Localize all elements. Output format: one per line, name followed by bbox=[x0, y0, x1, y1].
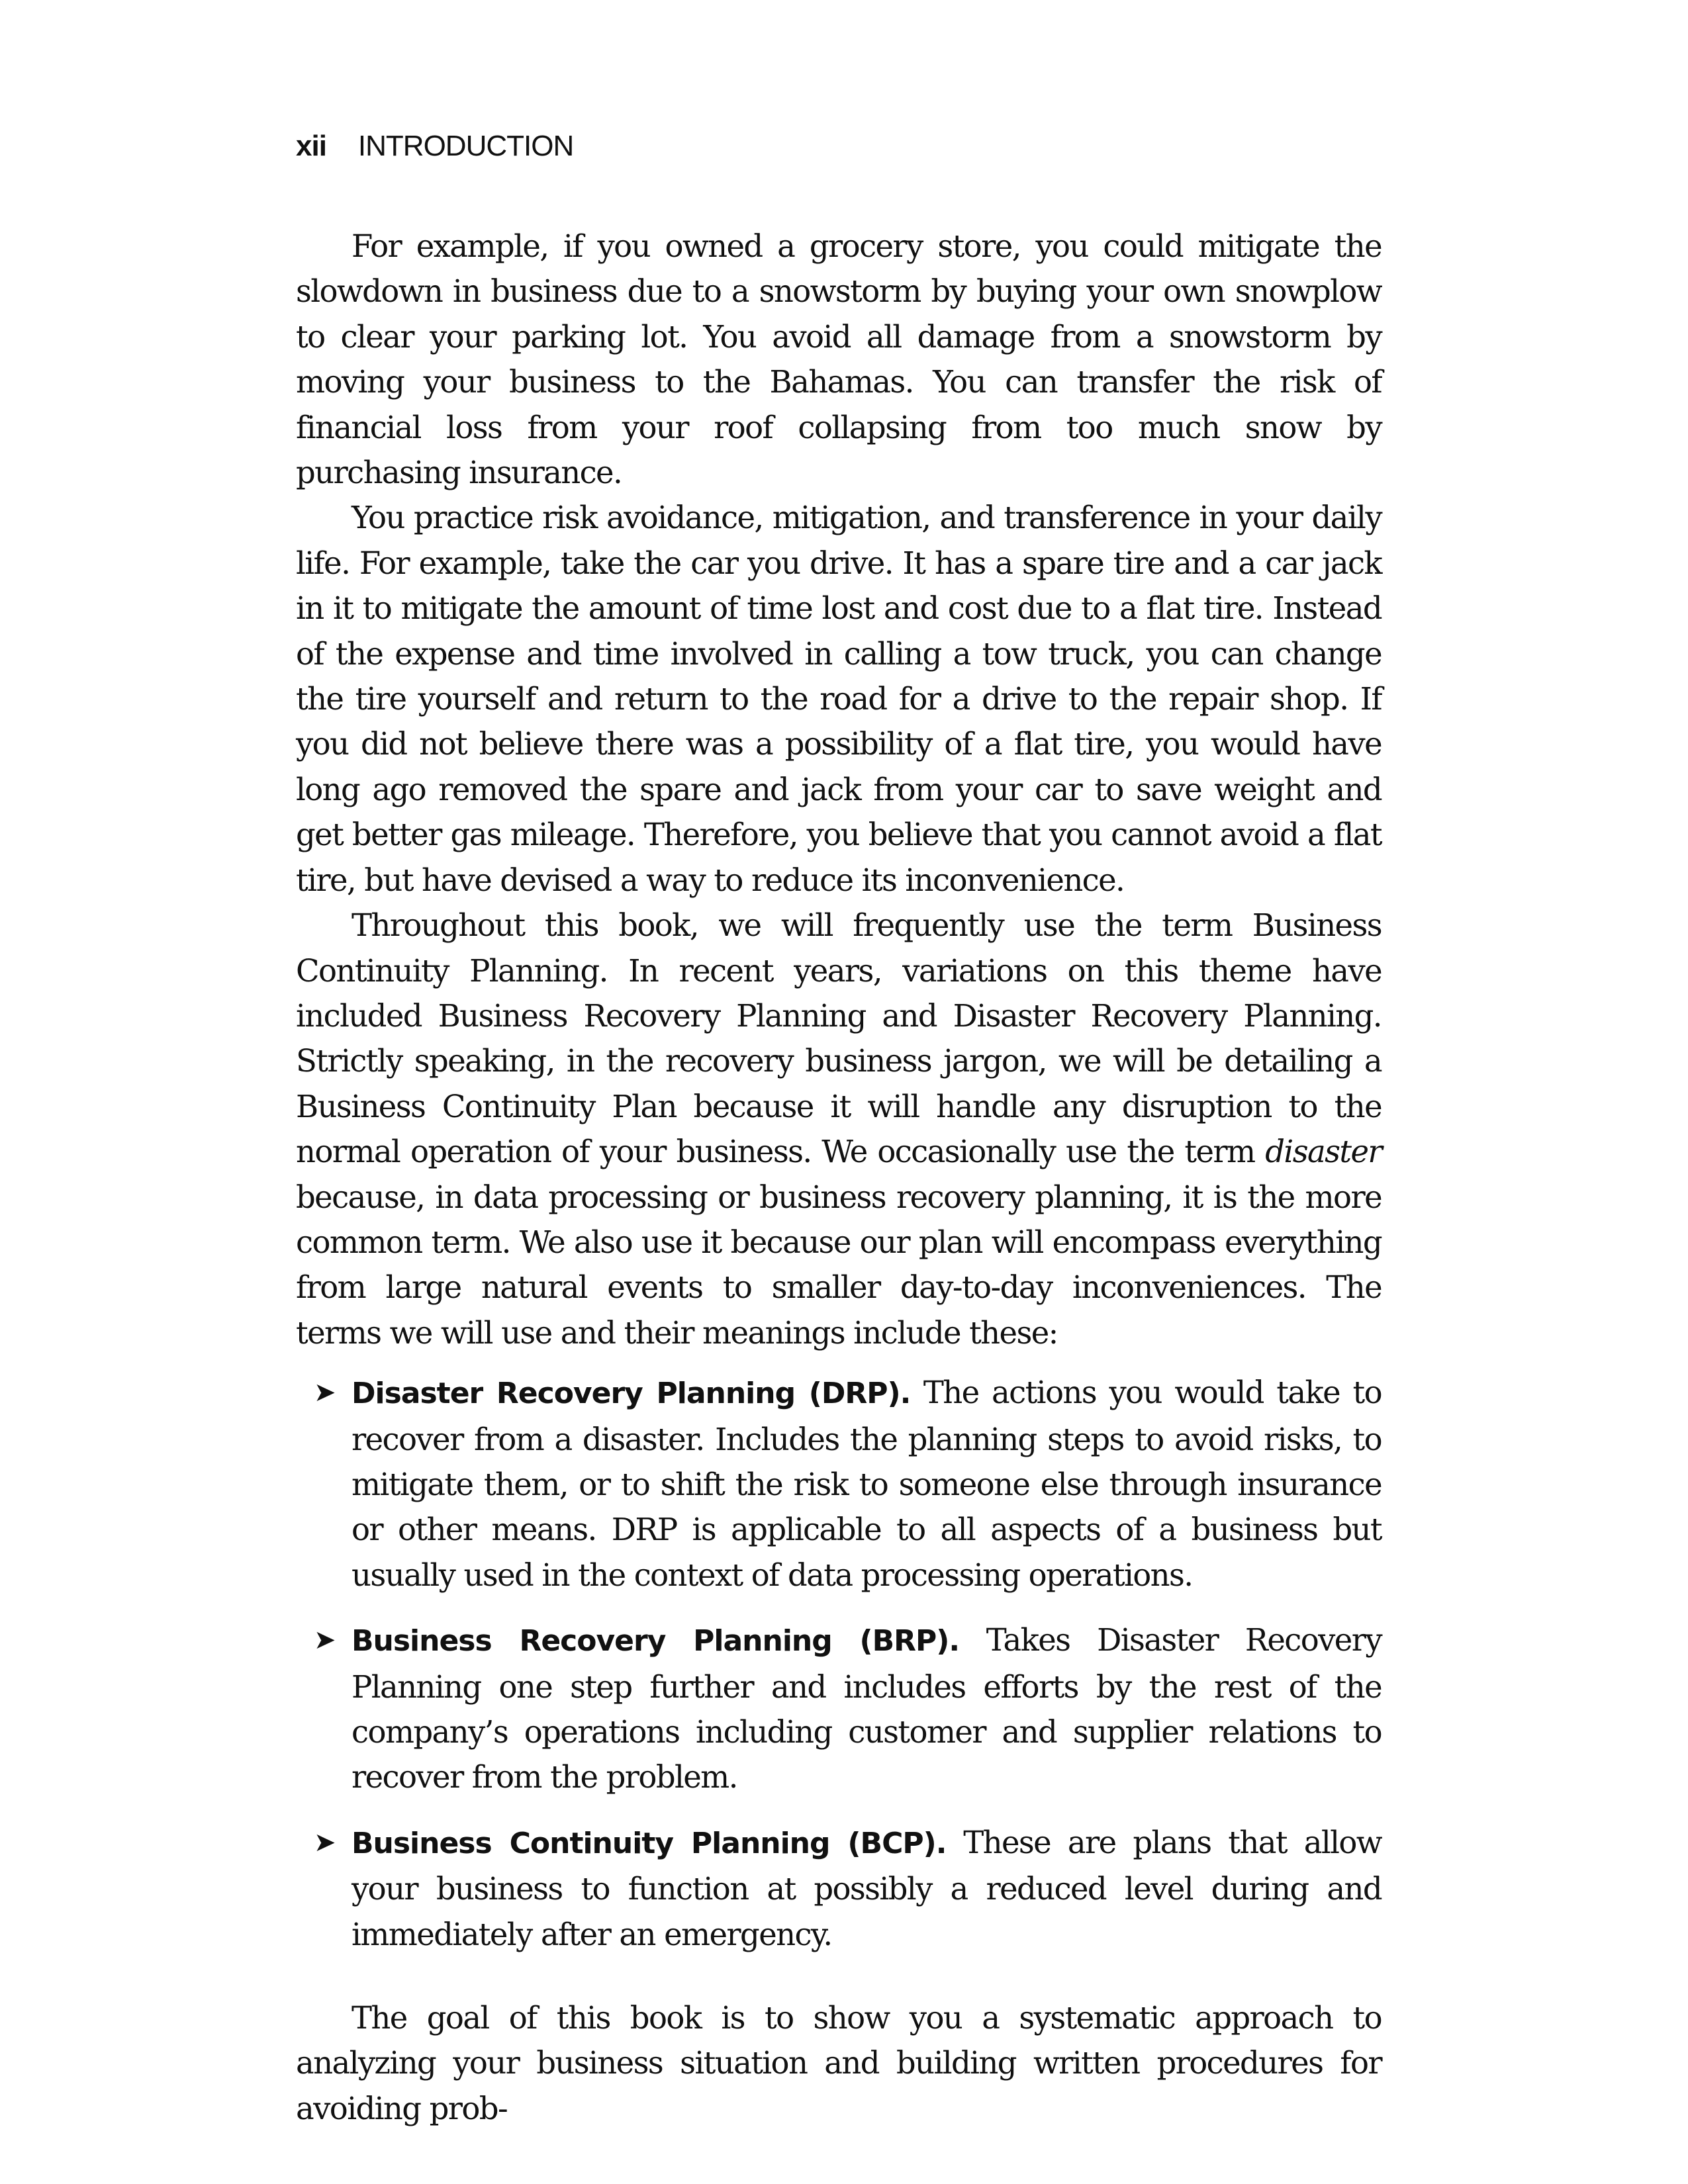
definition-term: Disaster Recovery Planning (DRP). bbox=[352, 1377, 911, 1411]
definition-drp bbox=[296, 1370, 1382, 1598]
definition-text: These are plans that allow your business to function at possibly a reduced level during and immediately after an emergency. bbox=[352, 1824, 1382, 1952]
page-number: xii bbox=[296, 130, 326, 162]
emphasized-term: disaster bbox=[1265, 1134, 1382, 1170]
definition-term: Business Continuity Planning (BCP). bbox=[352, 1826, 947, 1860]
definition-term: Business Recovery Planning (BRP). bbox=[352, 1624, 960, 1659]
running-head bbox=[296, 130, 573, 163]
arrow-bullet-icon: ➤ bbox=[314, 1827, 336, 1858]
definition-brp bbox=[296, 1617, 1382, 1800]
definition-bcp bbox=[296, 1820, 1382, 1957]
paragraph-book-goal: The goal of this book is to show you a systematic approach to analyzing your business situation and building written procedures for avoiding prob- bbox=[296, 2000, 1382, 2126]
definition-text: Takes Disaster Recovery Planning one step further and includes efforts by the rest of the company’s operations including customer and supplier relations to recover from the problem. bbox=[352, 1622, 1382, 1796]
paragraph-terminology-part1: Throughout this book, we will frequently use the term Business Continuity Planning. In recent years, variations on this theme have included Business Recovery Planning and Disaster Recovery Planning. Strictly speaking, in the recovery business jargon, we will be detailing a Business Continuity Plan because it will handle any disruption to the normal operation of your business. We occasionally use the term bbox=[296, 907, 1382, 1170]
paragraph-terminology-part2: because, in data processing or business recovery planning, it is the more common term. We also use it because our plan will encompass everything from large natural events to smaller day-to-day inconveniences. The terms we will use and their meanings include these: bbox=[296, 1179, 1382, 1351]
arrow-bullet-icon: ➤ bbox=[314, 1625, 336, 1656]
definitions-list bbox=[296, 1370, 1382, 1957]
paragraph-grocery-example: For example, if you owned a grocery store, you could mitigate the slowdown in business due to a snowstorm by buying your own snowplow to clear your parking lot. You avoid all damage from a snowstorm by moving your business to the Bahamas. You can transfer the risk of financial loss from your roof collapsing from too much snow by purchasing insurance. bbox=[296, 228, 1382, 491]
section-title: INTRODUCTION bbox=[357, 130, 574, 162]
arrow-bullet-icon: ➤ bbox=[314, 1377, 336, 1408]
body-text bbox=[296, 224, 1382, 2131]
paragraph-terminology bbox=[296, 903, 1382, 1355]
paragraph-daily-life: You practice risk avoidance, mitigation, and transference in your daily life. For example, take the car you drive. It has a spare tire and a car jack in it to mitigate the amount of time lost and cost due to a flat tire. Instead of the expense and time involved in calling a tow truck, you can change the tire yourself and return to the road for a drive to the repair shop. If you did not believe there was a possibility of a flat tire, you would have long ago removed the spare and jack from your car to save weight and get better gas mileage. Therefore, you believe that you cannot avoid a flat tire, but have devised a way to reduce its inconvenience. bbox=[296, 500, 1382, 898]
definition-text: The actions you would take to recover from a disaster. Includes the planning steps to avoid risks, to mitigate them, or to shift the risk to someone else through insurance or other means. DRP is applicable to all aspects of a business but usually used in the context of data processing operations. bbox=[352, 1375, 1382, 1593]
